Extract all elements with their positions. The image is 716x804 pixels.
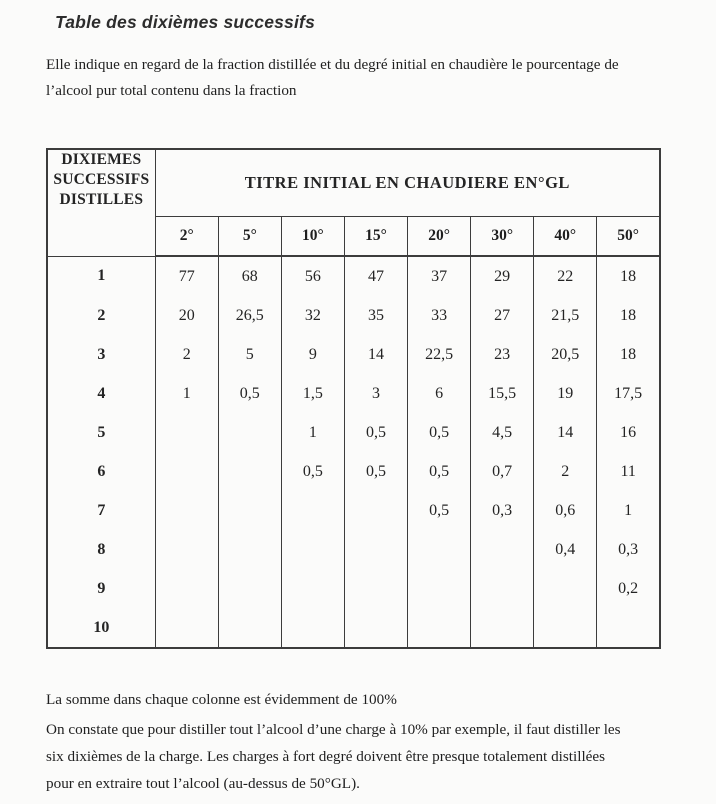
row-label: 8: [47, 530, 155, 569]
span-header-cell: TITRE INITIAL EN CHAUDIERE EN°GL: [155, 149, 660, 217]
table-cell: [281, 569, 344, 608]
table-cell: 1: [597, 491, 660, 530]
table-cell: 0,5: [281, 452, 344, 491]
table-cell: 37: [408, 256, 471, 296]
table-row: [47, 530, 660, 569]
table-cell: 18: [597, 256, 660, 296]
table-cell: [218, 413, 281, 452]
corner-header-cell: DIXIEMES SUCCESSIFS DISTILLES: [47, 149, 155, 256]
table-cell: 19: [534, 374, 597, 413]
table-cell: 35: [344, 296, 407, 335]
degree-header: 5°: [218, 217, 281, 257]
table-row: [47, 491, 660, 530]
table-cell: 23: [471, 335, 534, 374]
table-cell: 16: [597, 413, 660, 452]
note-paragraph-line-3: pour en extraire tout l’alcool (au-dessus de 50°GL).: [46, 775, 360, 792]
table-cell: 18: [597, 335, 660, 374]
table-cell: [471, 530, 534, 569]
table-cell: 1,5: [281, 374, 344, 413]
table-cell: [218, 491, 281, 530]
table-cell: 0,4: [534, 530, 597, 569]
dixiemes-table: [46, 148, 661, 649]
footer-notes: [46, 686, 716, 797]
table-cell: 3: [344, 374, 407, 413]
table-cell: [155, 530, 218, 569]
table-cell: 0,7: [471, 452, 534, 491]
row-label: 3: [47, 335, 155, 374]
table-cell: 0,6: [534, 491, 597, 530]
table-row: [47, 256, 660, 296]
table-cell: 27: [471, 296, 534, 335]
table-cell: 9: [281, 335, 344, 374]
table-cell: [408, 608, 471, 648]
table-cell: 1: [281, 413, 344, 452]
table-cell: [218, 452, 281, 491]
intro-paragraph: [46, 52, 716, 104]
table-cell: [471, 569, 534, 608]
table-row: [47, 608, 660, 648]
table-cell: [344, 491, 407, 530]
page-title: Table des dixièmes successifs: [55, 12, 316, 32]
table-row: [47, 569, 660, 608]
note-paragraph-line-2: six dixièmes de la charge. Les charges à fort degré doivent être presque totalement distillées: [46, 748, 606, 765]
table-cell: 0,2: [597, 569, 660, 608]
table-cell: [408, 530, 471, 569]
degree-header: 20°: [408, 217, 471, 257]
table-row: [47, 413, 660, 452]
degree-header: 50°: [597, 217, 660, 257]
table-cell: 56: [281, 256, 344, 296]
table-cell: [155, 452, 218, 491]
degree-header: 10°: [281, 217, 344, 257]
table-header-row-1: [47, 149, 660, 217]
row-label: 7: [47, 491, 155, 530]
table-cell: 2: [155, 335, 218, 374]
table-cell: 5: [218, 335, 281, 374]
table-cell: 0,3: [471, 491, 534, 530]
table-cell: 47: [344, 256, 407, 296]
row-label: 10: [47, 608, 155, 648]
table-cell: 2: [534, 452, 597, 491]
row-label: 5: [47, 413, 155, 452]
degree-header: 2°: [155, 217, 218, 257]
table-cell: 0,5: [218, 374, 281, 413]
table-cell: [344, 608, 407, 648]
table-cell: 32: [281, 296, 344, 335]
row-label: 1: [47, 256, 155, 296]
table-cell: 22: [534, 256, 597, 296]
table-cell: 15,5: [471, 374, 534, 413]
intro-line-1: Elle indique en regard de la fraction distillée et du degré initial en chaudière le pourcentage de: [46, 56, 619, 73]
table-cell: [281, 491, 344, 530]
row-label: 4: [47, 374, 155, 413]
table-cell: 14: [534, 413, 597, 452]
table-cell: [155, 569, 218, 608]
table-cell: 26,5: [218, 296, 281, 335]
note-sum-line: La somme dans chaque colonne est évidemment de 100%: [46, 691, 397, 708]
table-cell: 33: [408, 296, 471, 335]
table-cell: 20,5: [534, 335, 597, 374]
table-cell: [534, 608, 597, 648]
table-cell: 6: [408, 374, 471, 413]
table-cell: [344, 530, 407, 569]
table-cell: 0,5: [344, 413, 407, 452]
table-cell: [218, 530, 281, 569]
table-cell: 4,5: [471, 413, 534, 452]
table-cell: 0,5: [344, 452, 407, 491]
table-row: [47, 335, 660, 374]
table-cell: [155, 413, 218, 452]
table-cell: 18: [597, 296, 660, 335]
table-cell: 68: [218, 256, 281, 296]
table-cell: 14: [344, 335, 407, 374]
degree-header: 40°: [534, 217, 597, 257]
table-cell: 11: [597, 452, 660, 491]
intro-line-2: l’alcool pur total contenu dans la fraction: [46, 82, 297, 99]
table-cell: 1: [155, 374, 218, 413]
table-cell: 29: [471, 256, 534, 296]
row-label: 2: [47, 296, 155, 335]
table-cell: [281, 608, 344, 648]
table-cell: 17,5: [597, 374, 660, 413]
table-cell: [408, 569, 471, 608]
table-cell: [155, 491, 218, 530]
table-cell: [534, 569, 597, 608]
table-row: [47, 452, 660, 491]
table-cell: 21,5: [534, 296, 597, 335]
table-cell: 77: [155, 256, 218, 296]
degree-header: 30°: [471, 217, 534, 257]
table-cell: 22,5: [408, 335, 471, 374]
table-cell: 0,5: [408, 452, 471, 491]
table-cell: [471, 608, 534, 648]
degree-header: 15°: [344, 217, 407, 257]
table-cell: [218, 608, 281, 648]
table-cell: [344, 569, 407, 608]
table-cell: [155, 608, 218, 648]
table-row: [47, 374, 660, 413]
table-cell: [218, 569, 281, 608]
table-cell: 0,3: [597, 530, 660, 569]
table-cell: [597, 608, 660, 648]
table-cell: 20: [155, 296, 218, 335]
table-row: [47, 296, 660, 335]
table-cell: 0,5: [408, 491, 471, 530]
table-cell: 0,5: [408, 413, 471, 452]
note-paragraph-line-1: On constate que pour distiller tout l’alcool d’une charge à 10% par exemple, il faut distiller les: [46, 721, 621, 738]
table-cell: [281, 530, 344, 569]
row-label: 6: [47, 452, 155, 491]
row-label: 9: [47, 569, 155, 608]
